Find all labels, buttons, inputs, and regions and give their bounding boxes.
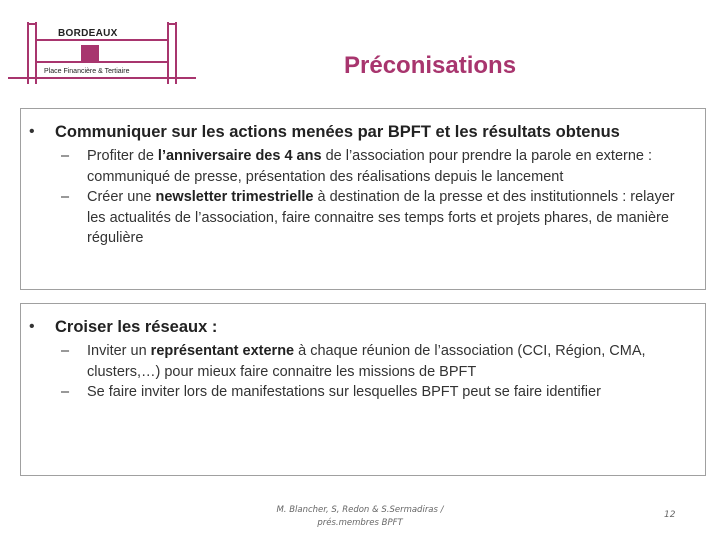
section-box-communication bbox=[20, 108, 706, 290]
logo-bottom-text: Place Financière & Tertiaire bbox=[44, 68, 130, 75]
sub-items bbox=[61, 146, 697, 249]
sub-item bbox=[61, 187, 697, 249]
sub-item bbox=[61, 382, 697, 403]
section-heading: Croiser les réseaux : bbox=[55, 318, 218, 336]
section-heading-row bbox=[29, 121, 620, 143]
logo bbox=[6, 18, 198, 88]
section-heading: Communiquer sur les actions menées par BPFT et les résultats obtenus bbox=[55, 123, 620, 141]
section-heading-row bbox=[29, 316, 217, 338]
footer-line-2: prés.membres BPFT bbox=[317, 518, 403, 528]
sub-item-text: Créer une newsletter trimestrielle à destination de la presse et des institutionnels : relayer les actualités de l’association, faire connaitre ses temps forts et projets phares, de manière régulière bbox=[87, 189, 675, 246]
page-title: Préconisations bbox=[344, 52, 517, 79]
dash: – bbox=[61, 343, 70, 359]
bullet: • bbox=[29, 318, 35, 335]
sub-item bbox=[61, 341, 697, 382]
sub-item-text: Profiter de l’anniversaire des 4 ans de l’association pour prendre la parole en externe : communiqué de presse, présentation des réalisations depuis le lancement bbox=[87, 148, 653, 185]
dash: – bbox=[61, 189, 70, 205]
sub-items bbox=[61, 341, 697, 403]
dash: – bbox=[61, 384, 70, 400]
page-number: 12 bbox=[664, 510, 676, 520]
logo-top-text: BORDEAUX bbox=[58, 28, 118, 39]
footer-credits bbox=[240, 504, 480, 530]
footer-line-1: M. Blancher, S, Redon & S.Sermadiras / bbox=[276, 505, 444, 515]
sub-item-text: Se faire inviter lors de manifestations sur lesquelles BPFT peut se faire identifier bbox=[87, 384, 601, 400]
bullet: • bbox=[29, 123, 35, 140]
section-box-networks bbox=[20, 303, 706, 476]
sub-item bbox=[61, 146, 697, 187]
logo-square bbox=[81, 45, 99, 63]
sub-item-text: Inviter un représentant externe à chaque réunion de l’association (CCI, Région, CMA, clusters,…) pour mieux faire connaitre les missions de BPFT bbox=[87, 343, 646, 380]
dash: – bbox=[61, 148, 70, 164]
